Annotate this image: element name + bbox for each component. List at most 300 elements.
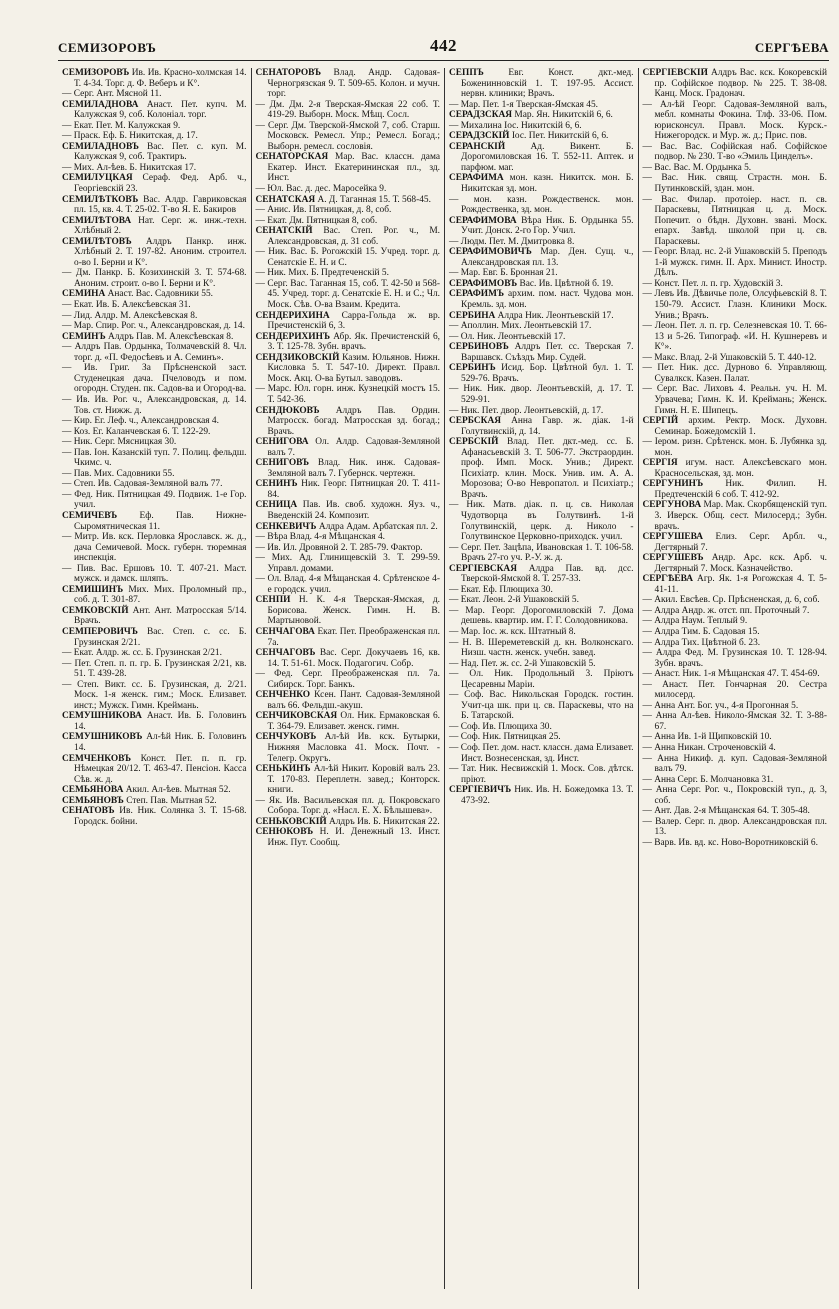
entry-details: — Дм. Панкр. Б. Козихинскій 3. Т. 574-68. Аноним. строит. о-во I. Берни и К°. bbox=[62, 268, 247, 289]
directory-entry bbox=[62, 237, 247, 269]
directory-entry bbox=[62, 300, 247, 311]
entry-details: Алдръ Ив. Б. Никитская 22. bbox=[326, 816, 440, 827]
entry-details: — Н. В. Шереметевскій д. кн. Волконскаго. Низш. частн. женск. учебн. завед. bbox=[449, 637, 634, 659]
entry-surname: СЕМИЗОРОВЪ bbox=[62, 68, 130, 78]
entry-details: — Ант. Дав. 2-я Мѣщанская 64. Т. 305-48. bbox=[642, 806, 810, 817]
directory-entry bbox=[62, 142, 247, 163]
directory-entry bbox=[256, 353, 441, 385]
directory-entry bbox=[643, 195, 828, 248]
directory-entry bbox=[449, 100, 634, 111]
entry-surname: СЕРГУНОВА bbox=[642, 500, 702, 511]
directory-entry bbox=[449, 659, 634, 670]
header-right-word: СЕРГѢЕВА bbox=[754, 40, 829, 55]
entry-details: Алдръ Пет. сс. Тверская 7. Варшавск. Съѣздъ Мир. Судей. bbox=[461, 342, 634, 363]
directory-entry bbox=[449, 121, 634, 132]
entry-details: — Пив. Вас. Ершовъ 10. Т. 407-21. Маст. мужск. и дамск. шляпъ. bbox=[62, 563, 247, 585]
entry-details: Сарра-Гольда ж. вр. Пречистенскій 6, 3. bbox=[267, 310, 440, 332]
entry-surname: СЕППЪ bbox=[449, 68, 484, 78]
column-3 bbox=[445, 68, 639, 1289]
entry-surname: СЕРАФИМОВЪ bbox=[449, 278, 518, 289]
directory-entry bbox=[643, 775, 828, 786]
directory-entry bbox=[256, 247, 441, 268]
directory-entry bbox=[62, 289, 247, 300]
entry-surname: СЕМУШНИКОВА bbox=[62, 711, 142, 722]
entry-details: — Ал-ѣй Георг. Садовая-Земляной валъ, мебл. комнаты Фокина. Тлф. 33-06. Пом. юрисконсул. Правл. Моск. Курск.-Нижегородск. и Мур. ж. д.; Прис. пов. bbox=[642, 99, 827, 142]
entry-details: Алдра Пав. вд. дсс. Тверской-Ямской 8. Т. 257-33. bbox=[461, 563, 634, 585]
entry-details: Вас. Ив. Цвѣтной б. 19. bbox=[517, 278, 614, 289]
entry-surname: СЕМИЛАДНОВЪ bbox=[62, 141, 139, 152]
directory-entry bbox=[449, 173, 634, 194]
entry-details: — Ник. Матв. діак. п. ц. св. Николая Чудотворца въ Голутвинѣ. 1-й Голутвинскій, церк. д. Николо - Голутвинское Церковно-приходск. учил. bbox=[449, 500, 634, 543]
entry-details: — Ив. Ив. Рог. ч., Александровская, д. 14. Тов. ст. Нижж. д. bbox=[62, 394, 247, 416]
entry-details: Алдръ Вас. кск. Кокоревскій пр. Софійское подвор. № 225. Т. 38-08. Канц. Моск. Градонач. bbox=[654, 68, 827, 100]
entry-surname: СЕМИНЪ bbox=[62, 331, 106, 342]
entry-details: — Анис. Ив. Пятницкая, д. 8, соб. bbox=[255, 205, 392, 216]
directory-entry bbox=[449, 247, 634, 268]
entry-details: Андр. Арс. кск. Арб. ч. Дегтярный 7. Моск. Казначейство. bbox=[654, 553, 827, 574]
directory-entry bbox=[449, 500, 634, 542]
directory-entry bbox=[62, 479, 247, 490]
entry-details: архим. пом. наст. Чудова мон. Кремль. зд. мон. bbox=[461, 289, 634, 311]
directory-entry bbox=[62, 796, 247, 807]
directory-entry bbox=[62, 806, 247, 827]
entry-details: — Пав. Іон. Казанскій туп. 7. Полиц. фельдш. Чкимс. ч. bbox=[62, 447, 247, 469]
directory-entry bbox=[449, 342, 634, 363]
entry-details: — Ник. Серг. Мясницкая 30. bbox=[62, 437, 177, 448]
directory-entry bbox=[256, 152, 441, 184]
entry-details: Акил. Ал-ѣев. Мытная 52. bbox=[123, 785, 231, 796]
entry-details: — Ол. Влад. 4-я Мѣщанская 4. Срѣтенское 4-е городск. учил. bbox=[255, 574, 440, 595]
entry-details: Евг. Конст. дкт.-мед. Боженинновскій 1. Т. 197-95. Ассист. нервн. клиники; Врачъ. bbox=[461, 68, 634, 100]
entry-details: Алдръ Панкр. инж. Хлѣбный 2. Т. 197-82. Аноним. строител. о-во I. Берни и К°. bbox=[74, 236, 247, 268]
running-header bbox=[58, 38, 829, 61]
directory-entry bbox=[62, 564, 247, 585]
directory-entry bbox=[643, 363, 828, 384]
directory-entry bbox=[449, 311, 634, 322]
entry-details: — Ник. Вас. Б. Рогожскій 15. Учред. торг. д. Сенатскіе Е. Н. и С. bbox=[255, 247, 440, 268]
directory-entry bbox=[643, 553, 828, 574]
entry-details: Ал-ѣй Ник. Б. Головинъ 14. bbox=[74, 732, 247, 753]
header-left-word: СЕМИЗОРОВЪ bbox=[58, 40, 157, 55]
entry-details: — Праск. Еф. Б. Никитская, д. 17. bbox=[62, 131, 198, 142]
entry-surname: СЕРБСКІЙ bbox=[449, 437, 499, 448]
entry-details: Вас. Серг. Докучаевъ 16, кв. 14. Т. 51-61. Моск. Подагогич. Собр. bbox=[267, 648, 440, 669]
directory-entry bbox=[256, 332, 441, 353]
directory-entry bbox=[643, 711, 828, 732]
entry-surname: СЕРАДЗСКАЯ bbox=[449, 110, 513, 121]
directory-entry bbox=[643, 669, 828, 680]
directory-entry bbox=[62, 311, 247, 322]
entry-details: — Алдръ Пав. Ордынка, Толмачевскій 8. Чл. торг. д. «П. Федосѣевъ и А. Семинъ». bbox=[62, 342, 247, 363]
directory-entry bbox=[643, 247, 828, 279]
entry-details: — Степ. Ив. Садовая-Земляной валъ 77. bbox=[62, 479, 223, 490]
entry-details: — Серг. Вас. Лиховъ 4. Реальн. уч. Н. М. Урвачева; Гимн. К. И. Креймань; Женск. Гимн. Н. Е. Шипецъ. bbox=[642, 384, 827, 416]
entry-surname: СЕМИЛАДНОВА bbox=[62, 99, 139, 110]
entry-details: — Серг. Дм. Тверской-Ямской 7, соб. Старш. Московск. Ремесл. Упр.; Ремесл. Богад.; Выборн. ремесл. сословія. bbox=[255, 120, 440, 152]
directory-entry bbox=[449, 237, 634, 248]
entry-details: Вас. Пет. с. куп. М. Калужская 9, соб. Трактиръ. bbox=[74, 141, 247, 163]
entry-details: — Кир. Ег. Леф. ч., Александровская 4. bbox=[62, 416, 219, 427]
entry-details: — Екат. Ив. Б. Алексѣевская 31. bbox=[62, 300, 191, 311]
entry-details: — Анна Ант. Бог. уч., 4-я Прогонная 5. bbox=[642, 700, 799, 711]
directory-entry bbox=[256, 690, 441, 711]
entry-details: — Степ. Викт. сс. Б. Грузинская, д. 2/21. Моск. 1-я женск. гим.; Моск. Елизавет. инст.; Мужск. Гимн. Креймань. bbox=[62, 679, 247, 711]
entry-surname: СЕНАТОРОВЪ bbox=[255, 68, 322, 78]
entry-surname: СЕНЧАГОВЪ bbox=[255, 648, 316, 659]
directory-entry bbox=[62, 490, 247, 511]
entry-details: — Вас. Вас. Софійская наб. Софійское подвор. № 230. Т-во «Эмиль Цинделъ». bbox=[642, 141, 827, 163]
directory-entry bbox=[62, 659, 247, 680]
entry-details: — Ник. Мих. Б. Предтеченскій 5. bbox=[255, 268, 389, 279]
entry-details: — Ник. Пет. двор. Леонтьевскій, д. 17. bbox=[449, 405, 604, 416]
entry-details: Ал-ѣй Ив. кск. Бутырки, Нижняя Масловка 41. Моск. Почт. - Телегр. Округъ. bbox=[267, 732, 440, 764]
entry-details: — Алдра Фед. М. Грузинская 10. Т. 128-94. Зубн. врачъ. bbox=[642, 648, 827, 669]
entry-surname: СЕМИЛѢТОВА bbox=[62, 215, 132, 226]
entry-details: — Як. Ив. Васильевская пл. д. Покровскаго Собора. Торг. д. «Насл. Е. Х. Бѣлышева». bbox=[255, 795, 440, 817]
entry-surname: СЕНАТОРСКАЯ bbox=[255, 152, 329, 163]
entry-details: — Коз. Ег. Каланчевская 6. Т. 122-29. bbox=[62, 426, 211, 437]
entry-details: Н. И. Денежный 13. Инст. Инж. Пут. Сообщ. bbox=[267, 827, 440, 848]
directory-entry bbox=[62, 416, 247, 427]
entry-surname: СЕРАДЗСКІЙ bbox=[449, 131, 510, 142]
directory-entry bbox=[62, 785, 247, 796]
entry-surname: СЕРГУШЕВА bbox=[642, 532, 704, 543]
directory-entry bbox=[449, 437, 634, 500]
entry-details: — Серг. Вас. Таганная 15, соб. Т. 42-50 и 568-45. Учред. торг. д. Сенатскіе Е. Н. и С.; Чл. Моск. Сѣв. О-ва Взаим. Кредита. bbox=[255, 278, 440, 311]
entry-details: — Митр. Ив. кск. Перловка Ярославск. ж. д., дача Семичевой. Моск. губерн. тюремная инспекція. bbox=[62, 532, 247, 564]
entry-surname: СЕРАНСКІЙ bbox=[449, 141, 506, 152]
directory-entry bbox=[62, 342, 247, 363]
entry-details: Ксен. Пант. Садовая-Земляной валъ 66. Фельдш.-акуш. bbox=[267, 690, 440, 711]
directory-entry bbox=[643, 384, 828, 416]
entry-details: Мих. Мих. Проломный пр., соб. д. Т. 301-87. bbox=[74, 584, 247, 606]
entry-details: Исид. Бор. Цвѣтной бул. 1. Т. 529-76. Врачъ. bbox=[461, 363, 634, 384]
entry-surname: СЕРГУНИНЪ bbox=[642, 479, 704, 490]
directory-entry bbox=[62, 427, 247, 438]
directory-entry bbox=[62, 332, 247, 343]
entry-details: — Анна Ал-ѣев. Николо-Ямская 32. Т. 3-88-67. bbox=[642, 711, 827, 732]
directory-entry bbox=[449, 289, 634, 310]
entry-surname: СЕРБСКАЯ bbox=[449, 416, 501, 427]
entry-details: Казим. Юльянов. Нижн. Кисловка 5. Т. 547-10. Директ. Правл. Моск. Акц. О-ва Бутыл. заводовъ. bbox=[267, 352, 440, 384]
entry-surname: СЕРГІЕВИЧЪ bbox=[449, 785, 512, 796]
entry-details: Степ. Пав. Мытная 52. bbox=[123, 795, 217, 806]
directory-entry bbox=[449, 669, 634, 690]
entry-details: — Ол. Ник. Продольный 3. Пріютъ Цесаревны Маріи. bbox=[449, 669, 634, 690]
directory-entry bbox=[62, 131, 247, 142]
entry-details: Екат. Пет. Преображенская пл. 7а. bbox=[267, 626, 440, 648]
entry-details: Влад. Пет. дкт.-мед. сс. Б. Афанасьевскій 3. Т. 506-77. Экстраордин. проф. Имп. Моск. Унив.; Директ. Психіатр. клин. Моск. Унив. им. А. А. Морозова; О-во Невропатол. и Психіатр.; Врачъ. bbox=[461, 437, 634, 500]
directory-entry bbox=[643, 163, 828, 174]
entry-details: Мар. Ден. Сущ. ч., Александровская пл. 13. bbox=[461, 247, 634, 268]
entry-details: — Екат. Пет. М. Калужская 9. bbox=[62, 120, 181, 131]
entry-details: — Пет. Степ. п. п. гр. Б. Грузинская 2/21, кв. 51. Т. 439-28. bbox=[62, 658, 247, 680]
directory-entry bbox=[449, 321, 634, 332]
directory-entry bbox=[256, 500, 441, 521]
entry-details: — Соф. Вас. Никольская Городск. гостин. Учит-ца шк. при ц. св. Параскевы, что на Б. Татарской. bbox=[449, 690, 634, 722]
entry-details: — Мар. Георг. Дорогомиловскій 7. Дома дешевь. квартир. им. Г. Г. Солодовникова. bbox=[449, 605, 634, 627]
entry-details: — Пет. Ник. дсс. Дурново 6. Управляющ. Сувалкск. Казен. Палат. bbox=[642, 363, 827, 384]
directory-entry bbox=[643, 574, 828, 595]
entry-surname: СЕРГІЙ bbox=[642, 416, 679, 427]
entry-details: Анна Гавр. ж. діак. 1-й Голутвинскій, д. 14. bbox=[461, 416, 634, 437]
entry-details: Анаст. Ив. Б. Головинъ 14. bbox=[74, 711, 247, 732]
entry-surname: СЕНЮКОВЪ bbox=[255, 827, 314, 838]
directory-entry bbox=[449, 110, 634, 121]
entry-surname: СЕНИНЪ bbox=[255, 479, 298, 490]
entry-details: Мар. Вас. классн. дама Екатер. Инст. Екатерининская пл., зд. Инст. bbox=[267, 152, 440, 184]
entry-details: Мар. Ян. Никитскій 6, 6. bbox=[512, 110, 613, 121]
directory-entry bbox=[62, 532, 247, 564]
directory-entry bbox=[256, 195, 441, 206]
directory-entry bbox=[643, 785, 828, 806]
entry-surname: СЕНИГОВЪ bbox=[255, 458, 310, 469]
entry-details: Алдра Адам. Арбатская пл. 2. bbox=[316, 521, 438, 532]
entry-details: — Анна Никиф. д. куп. Садовая-Земляной валъ 79. bbox=[642, 753, 827, 775]
entry-details: — Соф. Ив. Плющиха 30. bbox=[449, 721, 552, 732]
directory-entry bbox=[449, 564, 634, 585]
entry-surname: СЕНЧУКОВЪ bbox=[255, 732, 317, 743]
directory-entry bbox=[256, 553, 441, 574]
directory-entry bbox=[256, 711, 441, 732]
entry-details: Мар. Мак. Скорбященскій туп. 3. Иверск. Общ. сест. Милосерд.; Зубн. врачъ. bbox=[654, 500, 827, 532]
entry-surname: СЕМИНА bbox=[62, 289, 106, 300]
directory-entry bbox=[449, 627, 634, 638]
directory-entry bbox=[256, 532, 441, 543]
directory-entry bbox=[449, 690, 634, 722]
entry-details: Вас. Степ. Рог. ч., М. Александровская, д. 31 соб. bbox=[267, 226, 440, 247]
entry-details: Алдра Ник. Леонтьевскій 17. bbox=[495, 310, 614, 321]
entry-columns bbox=[58, 68, 831, 1289]
entry-details: Сераф. Фед. Арб. ч., Георгіевскій 23. bbox=[74, 173, 247, 195]
directory-entry bbox=[449, 416, 634, 437]
entry-details: — Ив. Ил. Дровяной 2. Т. 285-79. Фактор. bbox=[255, 542, 423, 553]
directory-entry bbox=[643, 532, 828, 553]
directory-entry bbox=[256, 522, 441, 533]
entry-details: А. Д. Таганная 15. Т. 568-45. bbox=[315, 194, 431, 205]
entry-surname: СЕНИЦА bbox=[255, 500, 298, 511]
directory-entry bbox=[62, 627, 247, 648]
entry-details: — Мар. Евг. Б. Бронная 21. bbox=[449, 268, 558, 279]
entry-surname: СЕНАТОВЪ bbox=[62, 806, 115, 817]
directory-entry bbox=[643, 437, 828, 458]
entry-details: Ив. Ив. Красно-холмская 14. Т. 4-34. Торг. д. Ф. Веберъ и К°. bbox=[74, 68, 247, 89]
entry-details: Агр. Як. 1-я Рогожская 4. Т. 5-41-11. bbox=[654, 574, 827, 595]
directory-entry bbox=[256, 479, 441, 500]
directory-entry bbox=[256, 543, 441, 554]
directory-entry bbox=[643, 289, 828, 321]
page-number: 442 bbox=[430, 36, 457, 55]
entry-surname: СЕНЧАГОВА bbox=[255, 626, 315, 637]
entry-details: — Екат. Алдр. ж. сс. Б. Грузинская 2/21. bbox=[62, 648, 222, 659]
entry-details: Н. К. 4-я Тверская-Ямская, д. Борисова. Женск. Гимн. Н. В. Мартыновой. bbox=[267, 595, 440, 627]
directory-entry bbox=[643, 627, 828, 638]
directory-entry bbox=[62, 268, 247, 289]
entry-details: — Алдра Тим. Б. Садовая 15. bbox=[642, 626, 760, 637]
directory-entry bbox=[449, 268, 634, 279]
directory-entry bbox=[62, 585, 247, 606]
entry-surname: СЕМЬЯНОВА bbox=[62, 785, 124, 796]
entry-details: — Анаст. Пет. Гончарная 20. Сестра милосерд. bbox=[642, 679, 827, 701]
entry-details: — Варв. Ив. вд. кс. Ново-Воротниковскій 6. bbox=[642, 837, 818, 848]
entry-surname: СЕРГІЕВСКАЯ bbox=[449, 563, 517, 574]
directory-entry bbox=[643, 754, 828, 775]
entry-details: — Ник. Ник. двор. Леонтьевскій, д. 17. Т. 529-91. bbox=[449, 384, 634, 405]
entry-surname: СЕРГѢЕВА bbox=[642, 574, 694, 585]
entry-surname: СЕРБИНОВЪ bbox=[449, 342, 509, 353]
entry-surname: СЕМУШНИКОВЪ bbox=[62, 732, 143, 743]
entry-details: — Анаст. Ник. 1-я Мѣщанская 47. Т. 454-69. bbox=[642, 669, 820, 680]
entry-details: — Левъ Ив. Дѣвичье поле, Олсуфьевскій 8. Т. 150-79. Ассист. Глазн. Клиники Моск. Унив.; Врачъ. bbox=[642, 289, 827, 321]
directory-entry bbox=[643, 458, 828, 479]
entry-surname: СЕНАТСКІЙ bbox=[255, 226, 313, 237]
directory-entry bbox=[256, 184, 441, 195]
entry-details: — Ол. Ник. Леонтьевскій 17. bbox=[449, 331, 566, 342]
directory-entry bbox=[643, 616, 828, 627]
entry-details: — Мих. Ад. Глинищевскій 3. Т. 299-59. Управл. домами. bbox=[255, 553, 440, 574]
directory-entry bbox=[256, 732, 441, 764]
entry-details: Анаст. Вас. Садовники 55. bbox=[105, 289, 213, 300]
entry-surname: СЕНКЕВИЧЪ bbox=[255, 521, 317, 532]
column-2 bbox=[252, 68, 446, 1289]
entry-details: Еф. Пав. Нижне-Сыромятническая 11. bbox=[74, 510, 247, 532]
entry-details: — Вас. Ник. свящ. Страстн. мон. Б. Путинковскій, здан. мон. bbox=[642, 173, 827, 195]
directory-entry bbox=[256, 384, 441, 405]
directory-entry bbox=[643, 595, 828, 606]
entry-details: Ал-ѣй Никит. Коровій валъ 23. Т. 170-83. Переплетн. завед.; Конторск. книги. bbox=[267, 764, 440, 796]
directory-entry bbox=[449, 142, 634, 174]
directory-entry bbox=[449, 68, 634, 100]
directory-entry bbox=[643, 817, 828, 838]
entry-details: Алдръ Пав. Ордин. Матросск. богад. Матросская зд. богад.; Врачъ. bbox=[267, 405, 440, 437]
directory-entry bbox=[256, 226, 441, 247]
entry-details: — Анна Серг. Рог. ч., Покровскій туп., д. 3, соб. bbox=[642, 785, 827, 806]
entry-surname: СЕМИЛѢТОВЪ bbox=[62, 236, 132, 247]
directory-entry bbox=[449, 363, 634, 384]
entry-surname: СЕМИЧЕВЪ bbox=[62, 510, 118, 521]
directory-entry bbox=[62, 321, 247, 332]
directory-entry bbox=[62, 754, 247, 786]
directory-entry bbox=[62, 648, 247, 659]
directory-entry bbox=[449, 543, 634, 564]
entry-details: игум. наст. Алексѣевскаго мон. Красносельская, зд. мон. bbox=[654, 458, 827, 479]
entry-details: — Пав. Мих. Садовники 55. bbox=[62, 468, 175, 479]
entry-details: Алдръ Пав. М. Алексѣевская 8. bbox=[105, 331, 234, 342]
entry-details: — Вас. Филар. протоіер. наст. п. св. Параскевы, Пятницкая ц. д. Моск. Попечит. о бѣдн. Духовн. звані. Моск. епарх. Завѣд. школой при ц. св. Параскевы. bbox=[642, 194, 827, 247]
entry-surname: СЕНЧЕНКО bbox=[255, 690, 311, 701]
entry-surname: СЕРАФИМА bbox=[449, 173, 504, 184]
directory-entry bbox=[449, 195, 634, 216]
directory-entry bbox=[256, 796, 441, 817]
entry-surname: СЕМКОВСКІЙ bbox=[62, 605, 129, 616]
directory-entry bbox=[62, 216, 247, 237]
entry-surname: СЕНЧИКОВСКАЯ bbox=[255, 711, 338, 722]
entry-details: — Мар. Пет. 1-я Тверская-Ямская 45. bbox=[449, 99, 599, 110]
entry-surname: СЕМЬЯНОВЪ bbox=[62, 795, 124, 806]
entry-details: Ад. Викент. Б. Дорогомиловская 16. Т. 552-11. Аптек. и парфюм. маг. bbox=[461, 141, 634, 173]
entry-details: — Тат. Ник. Несвижскій 1. Моск. Сов. дѣтск. пріют. bbox=[449, 764, 634, 785]
directory-entry bbox=[62, 448, 247, 469]
directory-entry bbox=[643, 479, 828, 500]
directory-entry bbox=[643, 321, 828, 353]
directory-entry bbox=[62, 121, 247, 132]
directory-entry bbox=[449, 722, 634, 733]
directory-entry bbox=[449, 585, 634, 596]
directory-entry bbox=[449, 332, 634, 343]
directory-entry bbox=[256, 669, 441, 690]
directory-entry bbox=[62, 711, 247, 732]
directory-entry bbox=[62, 732, 247, 753]
directory-entry bbox=[256, 205, 441, 216]
entry-details: — Анна Ив. 1-й Щипковскій 10. bbox=[642, 732, 772, 743]
entry-details: Ник. Георг. Пятницкая 20. Т. 411-84. bbox=[267, 479, 440, 500]
entry-surname: СЕНДЕРИХИНА bbox=[255, 310, 330, 321]
entry-details: — Екат. Дм. Пятницкая 8, соб. bbox=[255, 215, 378, 226]
directory-entry bbox=[256, 827, 441, 848]
directory-entry bbox=[62, 606, 247, 627]
entry-details: — Серг. Ант. Мясной 11. bbox=[62, 89, 162, 100]
entry-details: — Мар. Іос. ж. кск. Штатный 8. bbox=[449, 626, 576, 637]
directory-entry bbox=[449, 384, 634, 405]
directory-entry bbox=[643, 173, 828, 194]
entry-details: — Екат. Еф. Плющиха 30. bbox=[449, 584, 553, 595]
entry-details: Ол. Алдр. Садовая-Земляной валъ 7. bbox=[267, 437, 440, 458]
entry-details: Ант. Ант. Матросская 5/14. Врачъ. bbox=[74, 605, 247, 627]
directory-entry bbox=[62, 100, 247, 121]
entry-surname: СЕРАФИМОВИЧЪ bbox=[449, 247, 532, 258]
directory-entry bbox=[62, 395, 247, 416]
directory-entry bbox=[256, 574, 441, 595]
entry-details: — Вас. Вас. М. Ордынка 5. bbox=[642, 162, 752, 173]
entry-details: — Георг. Влад. нс. 2-й Ушаковскій 5. Преподъ 1-й мужск. гимн. II. Арх. Минист. Иностр. Дѣлъ. bbox=[642, 247, 827, 279]
directory-entry bbox=[449, 279, 634, 290]
directory-entry bbox=[256, 627, 441, 648]
entry-details: — Мар. Спир. Рог. ч., Александровская, д. 14. bbox=[62, 321, 245, 332]
directory-entry bbox=[256, 121, 441, 153]
directory-entry bbox=[62, 511, 247, 532]
directory-entry bbox=[62, 680, 247, 712]
directory-entry bbox=[62, 437, 247, 448]
entry-details: — Михалина Іос. Никитскій 6, 6. bbox=[449, 120, 582, 131]
entry-surname: СЕМИШИНЪ bbox=[62, 584, 124, 595]
directory-entry bbox=[256, 311, 441, 332]
entry-details: — Вѣра Влад. 4-я Мѣщанская 4. bbox=[255, 532, 386, 543]
directory-entry bbox=[62, 89, 247, 100]
directory-entry bbox=[62, 68, 247, 89]
entry-details: — Акил. Евсѣев. Ср. Прѣсненская, д. 6, соб. bbox=[642, 595, 820, 606]
directory-entry bbox=[256, 100, 441, 121]
entry-details: — Мих. Ал-ѣев. Б. Никитская 17. bbox=[62, 162, 197, 173]
entry-details: — Марс. Юл. горн. инж. Кузнецкій мостъ 15. Т. 542-36. bbox=[255, 384, 440, 405]
directory-entry bbox=[643, 638, 828, 649]
directory-entry bbox=[643, 648, 828, 669]
entry-details: — Іером. ризн. Срѣтенск. мон. Б. Лубянка зд. мон. bbox=[642, 437, 827, 458]
entry-details: — Лид. Алдр. М. Алексѣевская 8. bbox=[62, 310, 198, 321]
directory-entry bbox=[256, 406, 441, 438]
entry-details: — Валер. Серг. п. двор. Александровская пл. 13. bbox=[642, 816, 827, 838]
directory-entry bbox=[643, 743, 828, 754]
entry-surname: СЕРГІЯ bbox=[642, 458, 678, 469]
entry-surname: СЕМЧЕНКОВЪ bbox=[62, 753, 132, 764]
directory-entry bbox=[643, 606, 828, 617]
entry-details: Вас. Степ. с. сс. Б. Грузинская 2/21. bbox=[74, 626, 247, 648]
directory-entry bbox=[449, 743, 634, 764]
entry-details: Влад. Ник. инж. Садовая-Земляной валъ 7. Губернск. чертежн. bbox=[267, 458, 440, 479]
directory-entry bbox=[643, 68, 828, 100]
directory-entry bbox=[449, 595, 634, 606]
entry-details: — Фед. Серг. Преображенская пл. 7а. Сибирск. Торг. Банкъ. bbox=[255, 669, 440, 690]
directory-entry bbox=[449, 131, 634, 142]
